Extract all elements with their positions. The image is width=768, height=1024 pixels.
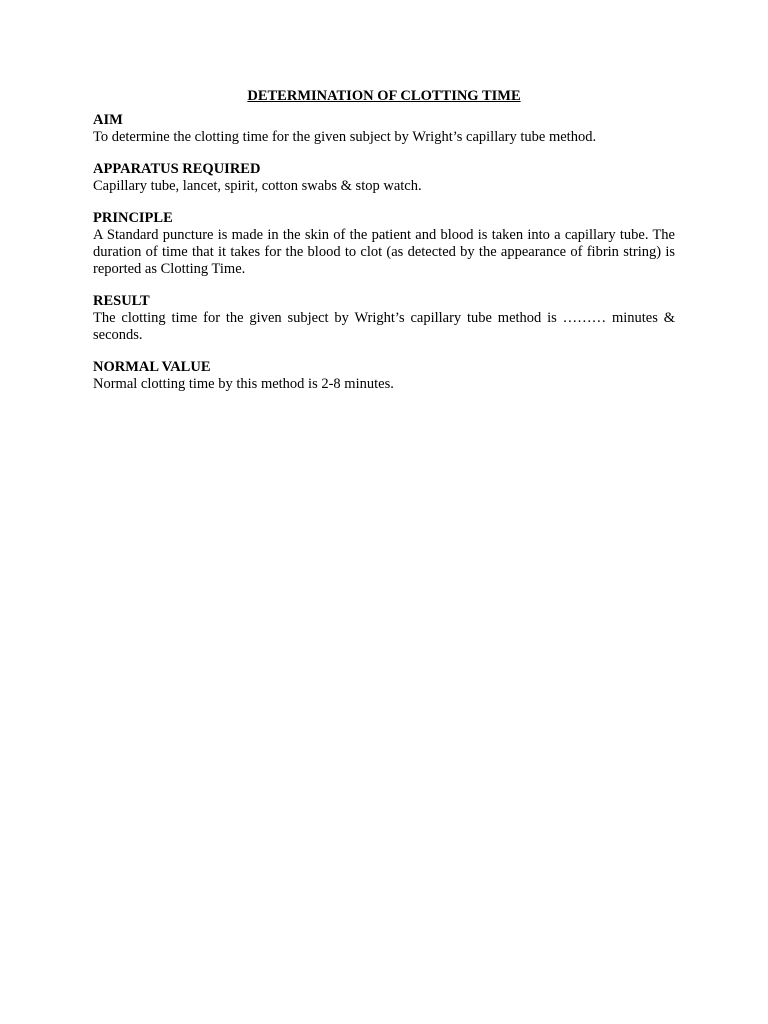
section-heading: AIM (93, 112, 123, 128)
section-body: To determine the clotting time for the given subject by Wright’s capillary tube method. (93, 129, 597, 145)
section-body: Normal clotting time by this method is 2-8 minutes. (93, 376, 394, 392)
section-normal-value (93, 359, 675, 393)
section-heading: NORMAL VALUE (93, 359, 211, 375)
section-body: A Standard puncture is made in the skin of the patient and blood is taken into a capillary tube. The duration of time that it takes for the blood to clot (as detected by the appearance of fibrin string) is reported as Clotting Time. (93, 227, 675, 277)
section-aim (93, 112, 675, 146)
document-title: DETERMINATION OF CLOTTING TIME (247, 88, 521, 104)
section-body: The clotting time for the given subject by Wright’s capillary tube method is ……… minutes & seconds. (93, 310, 675, 343)
section-result (93, 293, 675, 344)
section-body: Capillary tube, lancet, spirit, cotton swabs & stop watch. (93, 178, 422, 194)
section-heading: RESULT (93, 293, 150, 309)
section-heading: PRINCIPLE (93, 210, 173, 226)
section-heading: APPARATUS REQUIRED (93, 161, 261, 177)
section-principle (93, 210, 675, 278)
section-apparatus-required (93, 161, 675, 195)
